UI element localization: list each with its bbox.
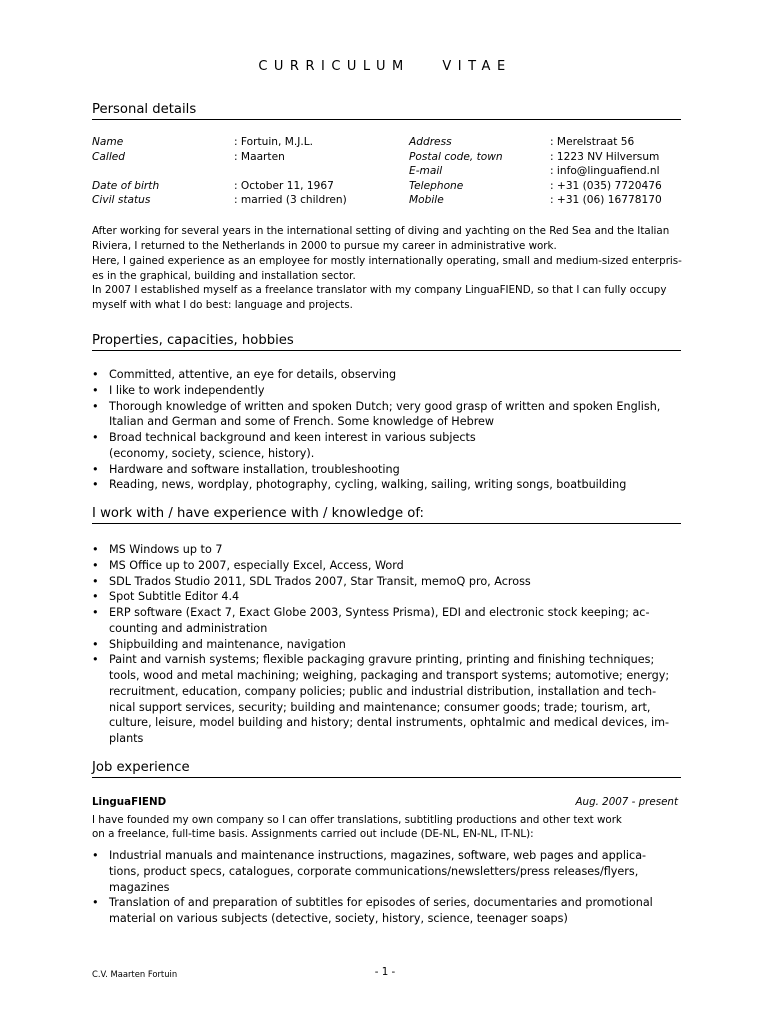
description-line: I have founded my own company so I can offer translations, subtitling productions and other text work [92,814,622,826]
list-item [92,542,682,558]
list-item [92,383,682,399]
list-item-line: • SDL Trados Studio 2011, SDL Trados 2007, Star Transit, memoQ pro, Across [109,574,531,588]
details-row [92,165,682,180]
list-item-line: material on various subjects (detective, society, history, science, teenager soaps) [109,912,568,925]
section-heading-job: Job experience [92,760,681,778]
list-item [92,589,682,605]
paragraph-line: Here, I gained experience as an employee for mostly internationally operating, small and medium-sized enterpris- [92,254,682,267]
list-item-line: Italian and German and some of French. Some knowledge of Hebrew [109,415,495,429]
detail-label: Address [409,136,452,148]
list-item-line: • Reading, news, wordplay, photography, cycling, walking, sailing, writing songs, boatbuilding [109,478,627,492]
section-heading-experience: I work with / have experience with / knowledge of: [92,506,681,524]
detail-label: E-mail [409,165,443,178]
section-heading-properties: Properties, capacities, hobbies [92,333,681,351]
job-description [92,813,672,841]
detail-value: : Merelstraat 56 [550,136,635,148]
list-item-line: • MS Office up to 2007, especially Excel, Access, Word [109,558,404,572]
properties-list [92,367,682,493]
list-item-line: tions, product specs, catalogues, corporate communications/newsletters/press releases/flyers, [109,864,639,878]
list-item-line: • ERP software (Exact 7, Exact Globe 2003, Syntess Prisma), EDI and electronic stock keeping; ac- [109,606,650,619]
list-item [92,895,682,927]
job-company: LinguaFIEND [92,796,167,808]
paragraph-line: Riviera, I returned to the Netherlands in 2000 to pursue my career in administrative work. [92,239,557,252]
detail-label: Civil status [92,194,151,207]
list-item-line: culture, leisure, model building and history; dental instruments, ophtalmic and medical devices, im- [109,716,670,730]
paragraph-line: In 2007 I established myself as a freelance translator with my company LinguaFIEND, so that I can fully occupy [92,284,667,297]
email-link[interactable]: : info@linguafiend.nl [550,165,660,178]
details-row [92,180,682,195]
list-item-line: • Broad technical background and keen interest in various subjects [109,431,476,444]
list-item-line: magazines [109,880,170,894]
paragraph-line: myself with what I do best: language and projects. [92,299,353,312]
document-title: CURRICULUM VITAE [258,59,512,74]
paragraph-line: After working for several years in the international setting of diving and yachting on the Red Sea and the Italian [92,225,670,237]
list-item [92,652,682,747]
list-item-line: • Spot Subtitle Editor 4.4 [109,590,240,604]
list-item-line: • Industrial manuals and maintenance instructions, magazines, software, web pages and applica- [109,849,647,862]
detail-value: : Fortuin, M.J.L. [234,136,314,148]
detail-label: Date of birth [92,179,160,192]
details-row [92,151,682,166]
list-item-line: (economy, society, science, history). [109,446,315,460]
list-item-line: plants [109,732,144,745]
paragraph-line: es in the graphical, building and installation sector. [92,269,356,282]
list-item [92,462,682,478]
details-row [92,136,682,151]
detail-label: Called [92,150,126,163]
page-number: - 1 - [374,966,396,978]
detail-value: : married (3 children) [234,194,347,207]
detail-label: Mobile [409,194,444,207]
list-item-line: • MS Windows up to 7 [109,543,223,556]
list-item [92,605,682,637]
list-item [92,637,682,653]
list-item-line: recruitment, education, company policies; public and industrial distribution, installation and tech- [109,684,657,698]
detail-value: : +31 (06) 16778170 [550,194,662,207]
list-item [92,477,682,493]
list-item-line: • Committed, attentive, an eye for details, observing [109,368,397,381]
experience-list [92,542,682,747]
list-item [92,367,682,383]
section-heading-personal: Personal details [92,102,681,120]
job-period: Aug. 2007 - present [575,796,678,808]
detail-value: : +31 (035) 7720476 [550,179,662,192]
list-item-line: nical support services, security; building and maintenance; consumer goods; trade; tourism, art, [109,700,651,714]
list-item-line: • I like to work independently [109,383,265,397]
list-item [92,399,682,431]
intro-paragraph [92,224,682,313]
list-item-line: • Hardware and software installation, troubleshooting [109,462,400,476]
list-item [92,574,682,590]
list-item [92,558,682,574]
list-item-line: • Paint and varnish systems; flexible packaging gravure printing, printing and finishing techniques; [109,653,655,667]
detail-label: Name [92,136,124,148]
list-item-line: tools, wood and metal machining; weighing, packaging and transport systems; automotive; energy; [109,669,670,682]
list-item [92,430,682,462]
job-tasks-list [92,848,682,927]
description-line: on a freelance, full-time basis. Assignments carried out include (DE-NL, EN-NL, IT-NL): [92,828,534,841]
detail-label: Telephone [409,179,464,192]
personal-details-table [92,136,682,209]
detail-value: : Maarten [234,150,285,163]
list-item-line: counting and administration [109,621,268,635]
detail-value: : October 11, 1967 [234,179,334,192]
detail-label: Postal code, town [409,150,503,163]
details-row [92,194,682,209]
list-item [92,848,682,895]
list-item-line: • Translation of and preparation of subtitles for episodes of series, documentaries and promotional [109,896,653,910]
list-item-line: • Shipbuilding and maintenance, navigation [109,637,346,651]
footer-author: C.V. Maarten Fortuin [92,969,178,979]
detail-value: : 1223 NV Hilversum [550,150,660,163]
list-item-line: • Thorough knowledge of written and spoken Dutch; very good grasp of written and spoken English, [109,399,661,413]
